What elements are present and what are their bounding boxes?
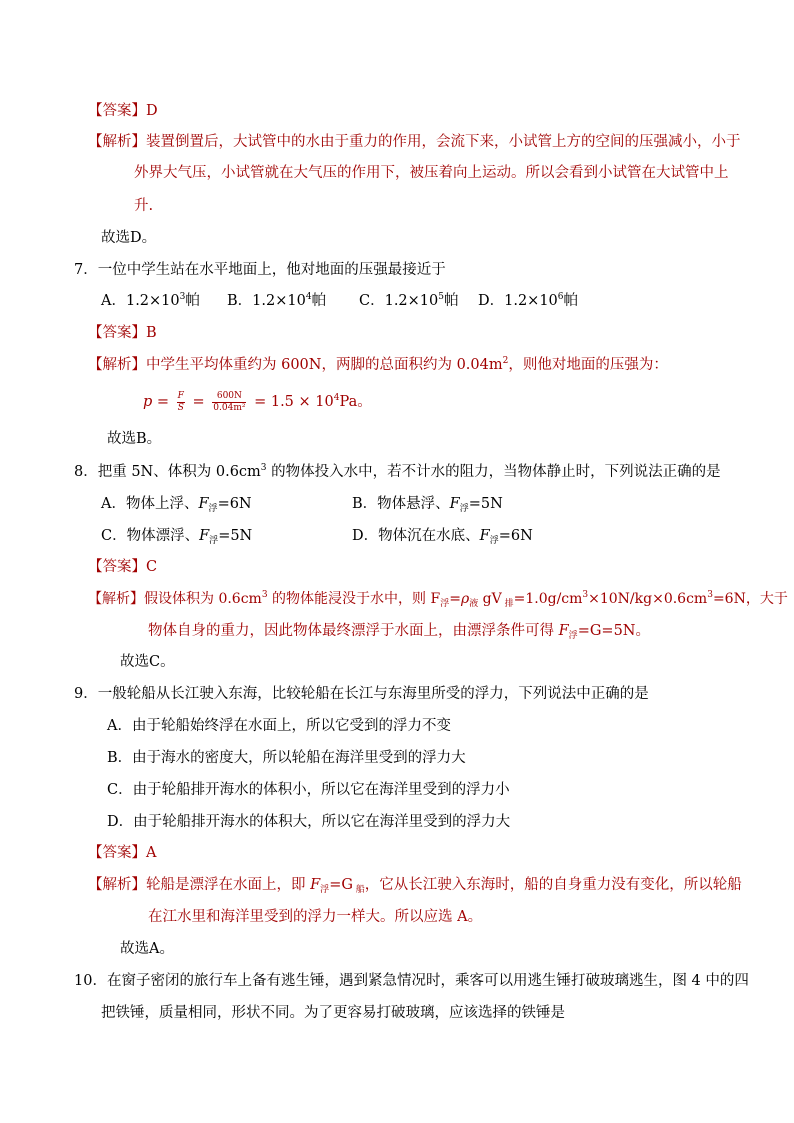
answer-tag: 【答案】 [88,103,146,119]
q6-analysis-line1 [88,132,741,152]
analysis-tag: 【解析】 [88,877,146,893]
q6-analysis-line3: 升. [134,198,154,214]
q8-option-a: A．物体上浮、$F_浮=6N$ [101,496,252,514]
fraction-f-over-s: $\frac{F}{S}$ [177,390,184,413]
q10-stem-line1: 10．在窗子密闭的旅行车上备有逃生锤，遇到紧急情况时，乘客可以用逃生锤打破玻璃逃生，图 4 中的四 [74,973,749,989]
q9-option-d: D．由于轮船排开海水的体积大，所以它在海洋里受到的浮力大 [107,814,511,830]
q9-analysis-line1: 【解析】轮船是漂浮在水面上，即 $F_浮=G$ $_船$，它从长江驶入东海时，船的自身重力没有变化，所以轮船 [88,877,742,895]
q9-analysis-line2: 在江水里和海洋里受到的浮力一样大。所以应选 A。 [148,909,483,925]
analysis-tag: 【解析】 [88,591,144,607]
analysis-text: 装置倒置后，大试管中的水由于重力的作用，会流下来，小试管上方的空间的压强减小，小于 [146,134,741,150]
q9-option-c: C．由于轮船排开海水的体积小，所以它在海洋里受到的浮力小 [107,782,510,798]
q9-option-b: B．由于海水的密度大，所以轮船在海洋里受到的浮力大 [107,750,466,766]
answer-tag: 【答案】 [88,845,146,861]
q8-conclusion: 故选C。 [120,654,175,670]
q6-answer [88,101,158,121]
q8-answer [88,557,157,577]
q8-analysis-line1: 【解析】假设体积为 $0.6cm^3$ 的物体能浸没于水中，则 $F_浮=\rho_液$ gV $_排=1.0g/cm^3\times 10N/kg\times 0.6cm^3=6N$，大于 [88,590,788,609]
q8-option-b: B．物体悬浮、$F_浮=5N$ [352,496,503,514]
q7-option-a: A．$1.2\times 10^3$帕 [101,292,200,309]
q7-conclusion: 故选B。 [107,431,162,447]
q10-stem-line2: 把铁锤，质量相同，形状不同。为了更容易打破玻璃，应该选择的铁锤是 [101,1005,565,1021]
q8-stem: 8．把重 5N、体积为 $0.6cm^3$ 的物体投入水中，若不计水的阻力，当物体静止时，下列说法正确的是 [74,463,721,480]
answer-value: B [146,325,157,341]
q6-conclusion: 故选D。 [101,230,157,246]
q9-conclusion: 故选A。 [120,941,174,957]
q8-option-c: C．物体漂浮、$F_浮=5N$ [101,528,253,546]
q7-analysis-line1: 【解析】中学生平均体重约为 600N，两脚的总面积约为 $0.04m^2$，则他对地面的压强为： [88,356,668,373]
answer-value: C [146,559,158,575]
q7-answer [88,323,157,343]
q9-answer [88,843,156,863]
q8-analysis-line2: 物体自身的重力，因此物体最终漂浮于水面上，由漂浮条件可得 $F_浮=G=5N$。 [148,623,650,641]
q7-option-b: B．$1.2\times 10^4$帕 [227,292,327,309]
q8-option-d: D．物体沉在水底、$F_浮=6N$ [352,528,533,546]
q7-options [0,291,794,311]
q9-stem: 9．一般轮船从长江驶入东海，比较轮船在长江与东海里所受的浮力，下列说法中正确的是 [74,686,649,702]
fraction-values: $\frac{600N}{\text{0.04m²}}$ [213,390,246,413]
q6-analysis-line2: 外界大气压，小试管就在大气压的作用下，被压着向上运动。所以会看到小试管在大试管中上 [134,165,729,181]
answer-tag: 【答案】 [88,559,146,575]
q7-stem: 7．一位中学生站在水平地面上，他对地面的压强最接近于 [74,262,446,278]
answer-value: A [146,845,157,861]
analysis-tag: 【解析】 [88,357,146,373]
q7-option-c: C．$1.2\times 10^5$帕 [359,292,459,309]
q7-formula: p = $\frac{F}{S}$ = $\frac{600N}{\text{0.04m²}}$ = $1.5 \times 10^4Pa$。 [143,390,372,413]
analysis-tag: 【解析】 [88,134,146,150]
answer-value: D [146,103,158,119]
q7-option-d: D．$1.2\times 10^6$帕 [478,292,579,309]
q9-option-a: A．由于轮船始终浮在水面上，所以它受到的浮力不变 [107,718,451,734]
answer-tag: 【答案】 [88,325,146,341]
